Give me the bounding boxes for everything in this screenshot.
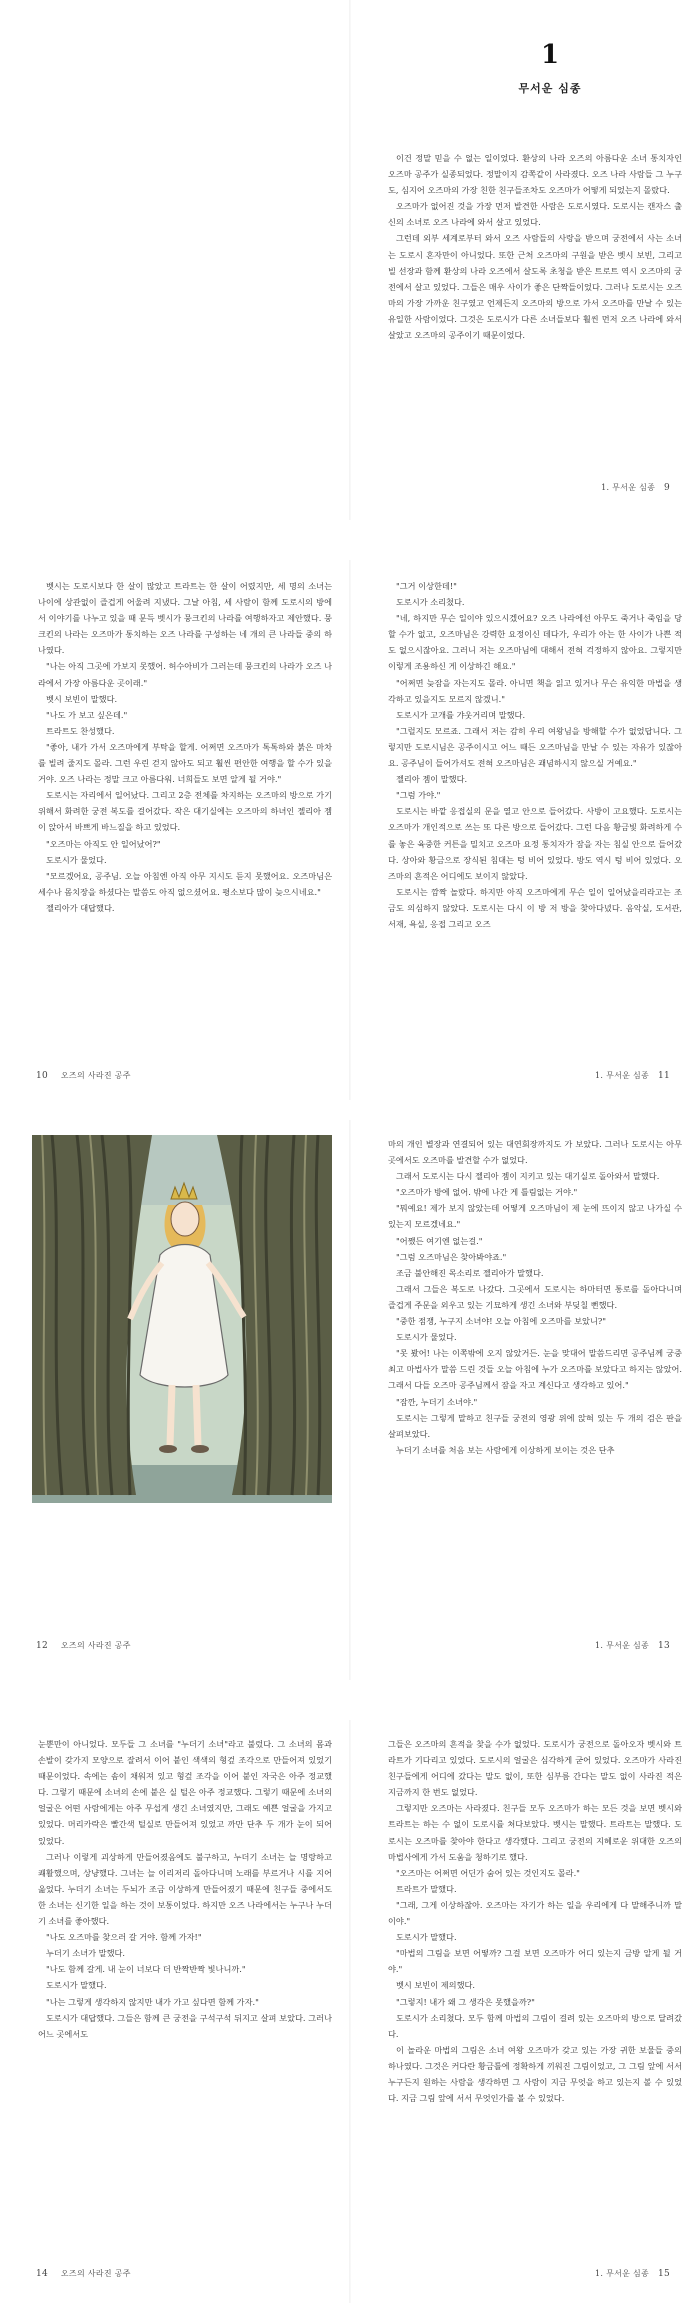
paragraph: 이 놀라운 마법의 그림은 소녀 여왕 오즈마가 갖고 있는 가장 귀한 보물들 중의 하나였다. 그것은 커다란 황금틀에 정확하게 끼워진 그림이었고, 그 그림 앞에 서서 누구든지 원하는 사람을 생각하면 그 사람이 지금 무엇을 하고 있는지 볼 수 있었다. 지금 그림 앞에 서서 무엇인가를 볼 수 있었다. bbox=[388, 2044, 682, 2104]
face bbox=[171, 1202, 199, 1236]
spread-pages-14-15 bbox=[0, 1720, 700, 2303]
paragraph: 도로시가 대답했다. 그들은 함께 큰 궁전을 구석구석 뒤지고 살펴 보았다. 그러나 어느 곳에서도 bbox=[38, 2012, 332, 2039]
paragraph: 조금 불안해진 목소리로 젤리아가 말했다. bbox=[396, 1267, 544, 1278]
paragraph: "어쩌면 늦잠을 자는지도 몰라. 아니면 책을 읽고 있거나 무슨 유익한 마법을 생각하고 있을지도 모르지 않겠니." bbox=[388, 677, 682, 704]
paragraph: 그래서 그들은 복도로 나갔다. 그곳에서 도로시는 하마터면 통로를 돌아다니며 즐겁게 주문을 외우고 있는 기묘하게 생긴 소녀와 부딪칠 뻔했다. bbox=[388, 1283, 682, 1310]
page-footer bbox=[36, 1070, 131, 1081]
page-body bbox=[388, 1136, 682, 1458]
page-number: 14 bbox=[36, 2269, 49, 2279]
paragraph: "뭐예요! 제가 보지 않았는데 어떻게 오즈마님이 제 눈에 뜨이지 않고 나가실 수 있는지 모르겠네요." bbox=[388, 1203, 682, 1230]
paragraph: "그거 이상한데!" bbox=[396, 581, 457, 591]
paragraph: 이건 정말 믿을 수 없는 일이었다. 환상의 나라 오즈의 아름다운 소녀 통치자인 오즈마 공주가 실종되었다. 정말이지 감쪽같이 사라졌다. 오즈 나라 사람들 그 누구도, 심지어 오즈마의 가장 친한 친구들조차도 오즈마가 어떻게 되었는지 몰랐다. bbox=[388, 153, 682, 196]
running-head: 1. 무서운 심종 bbox=[595, 2269, 650, 2278]
paragraph: 도로시가 말했다. bbox=[396, 1932, 457, 1943]
paragraph: 도로시가 말했다. bbox=[46, 1980, 107, 1991]
page-gutter bbox=[349, 0, 351, 520]
paragraph: 누더기 소녀를 처음 보는 사람에게 이상하게 보이는 것은 단추 bbox=[396, 1444, 615, 1455]
paragraph: "나도 함께 갈게. 내 눈이 너보다 더 반짝반짝 빛나니까." bbox=[46, 1964, 246, 1975]
paragraph: "오즈마는 어쩌면 어딘가 숨어 있는 것인지도 몰라." bbox=[396, 1867, 580, 1878]
paragraph: 그러나 이렇게 괴상하게 만들어졌음에도 불구하고, 누더기 소녀는 늘 명랑하고 쾌활했으며, 상냥했다. 그녀는 늘 이리저리 돌아다니며 노래를 부르거나 시를 지어 읊었다. 누더기 소녀는 두뇌가 조금 이상하게 만들어졌기 때문에 친구들 중에서도 한 소녀는 신기한 일을 하는 것이 보통이었다. 하지만 오즈 나라에서는 누구나 누더기 소녀를 좋아했다. bbox=[38, 1851, 332, 1927]
paragraph: "그럼 가야." bbox=[396, 790, 441, 801]
paragraph: 도로시가 소리쳤다. 모두 함께 마법의 그림이 걸려 있는 오즈마의 방으로 달려갔다. bbox=[388, 2012, 682, 2039]
running-head: 오즈의 사라진 공주 bbox=[60, 1071, 131, 1080]
page-footer bbox=[595, 1640, 670, 1651]
running-head: 1. 무서운 심종 bbox=[601, 483, 656, 492]
paragraph: "나도 가 보고 싶은데." bbox=[46, 709, 128, 720]
page-body bbox=[388, 150, 682, 343]
paragraph: 오즈마가 없어진 것을 가장 먼저 발견한 사람은 도로시였다. 도로시는 캔자스 출신의 소녀로 오즈 나라에 와서 살고 있었다. bbox=[388, 201, 682, 228]
paragraph: 마의 개인 별장과 연결되어 있는 대연회장까지도 가 보았다. 그러나 도로시는 아무 곳에서도 오즈마를 발견할 수가 없었다. bbox=[388, 1139, 682, 1166]
paragraph: 눈뿐만이 아니었다. 모두들 그 소녀를 "누더기 소녀"라고 불렀다. 그 소녀의 몸과 손발이 갖가지 모양으로 잘려서 이어 붙인 색색의 형겊 조각으로 만들어져 있었기 때문이었다. 속에는 솜이 채워져 있고 형겊 조각을 이어 붙인 자국은 아주 정교했다. 그렇기 때문에 소녀의 손에 붙은 실 털은 아주 정교했다. 그렇기 때문에 소녀의 얼굴은 어떤 사람에게는 아주 무섭게 생긴 소녀였지만, 그래도 예쁜 얼굴을 가지고 있었다. 머리카락은 빨간색 털실로 만들어져 있었고 까만 단추 두 개가 눈이 되어 있었다. bbox=[38, 1739, 332, 1846]
paragraph: 벳시 보빈이 말했다. bbox=[46, 693, 118, 704]
paragraph: "나는 아직 그곳에 가보지 못했어. 허수아비가 그러는데 뭉크킨의 나라가 오즈 나라에서 가장 아름다운 곳이래." bbox=[38, 661, 332, 688]
paragraph: "마법의 그림을 보면 어떻까? 그걸 보면 오즈마가 어디 있는지 금방 알게 될 거야." bbox=[388, 1948, 682, 1975]
paragraph: 벳시는 도로시보다 한 살이 많았고 트라트는 한 살이 어렸지만, 세 명의 소녀는 나이에 상관없이 즐겁게 어울려 지냈다. 그날 아침, 세 사람이 함께 도로시의 방에서 이야기를 나누고 있을 때 문득 벳시가 뭉크킨의 나라를 여행하자고 제안했다. 뭉크킨의 나라는 오즈마가 통치하는 오즈 나라를 구성하는 네 개의 큰 나라들 중의 하나였다. bbox=[38, 581, 332, 656]
chapter-number: 1 bbox=[540, 40, 560, 70]
paragraph: 그렇지만 오즈마는 사라졌다. 친구들 모두 오즈마가 하는 모든 것을 보면 벳시와 트라트는 하는 수 없이 도로시를 쳐다보았다. 벳시는 말했다. 트라트는 말했다. 도로시는 오즈마를 찾아야 한다고 생각했다. 그리고 궁전의 지혜로운 위대한 오즈의 마법사에게 가서 도움을 청하기로 했다. bbox=[388, 1803, 682, 1862]
page-gutter bbox=[349, 560, 351, 1100]
illustration-girl-between-curtains bbox=[32, 1135, 332, 1503]
page-number: 9 bbox=[663, 483, 670, 493]
page-body bbox=[388, 578, 682, 932]
page-body bbox=[388, 1736, 682, 2106]
paragraph: 도로시가 물었다. bbox=[396, 1332, 457, 1343]
paragraph: 트라트가 말했다. bbox=[396, 1883, 457, 1894]
left-shoe bbox=[159, 1445, 177, 1453]
page-number: 10 bbox=[36, 1071, 49, 1081]
chapter-title: 무서운 심종 bbox=[518, 82, 582, 95]
paragraph: 도로시는 바깥 응접실의 문을 열고 안으로 들어갔다. 사방이 고요했다. 도로시는 오즈마가 개인적으로 쓰는 또 다른 방으로 들어갔다. 그런 다음 황금빛 화려하게 수를 놓은 육중한 커튼을 밀치고 오즈마 요정 통치자가 잠을 자는 침실 안으로 들어갔다. 상아와 황금으로 장식된 침대는 텅 비어 있었다. 방도 역시 텅 비어 있었다. 오즈마의 흔적은 어디에도 보이지 않았다. bbox=[388, 806, 682, 881]
paragraph: 도로시가 물었다. bbox=[46, 854, 107, 865]
paragraph: 트라트도 찬성했다. bbox=[46, 725, 115, 736]
paragraph: "오즈마가 방에 없어. 밖에 나간 게 틀림없는 거야." bbox=[396, 1187, 578, 1198]
paragraph: 젤리아 젬이 말했다. bbox=[396, 774, 468, 785]
paragraph: 도로시는 그렇게 말하고 친구들 궁전의 영광 위에 앉혀 있는 두 개의 검은 판을 살펴보았다. bbox=[388, 1412, 682, 1439]
paragraph: 그런데 외부 세계로부터 와서 오즈 사람들의 사랑을 받으며 궁전에서 사는 소녀는 도로시 혼자만이 아니었다. 또한 근처 오즈마의 구원을 받은 벳시 보빈, 그리고 빌 선장과 함께 환상의 나라 오즈에서 살도록 초청을 받은 트로트 역시 오즈마의 궁전에서 살고 있었다. 그들은 매우 사이가 좋은 단짝들이었다. 그러나 도로시는 오즈마의 가장 가까운 친구였고 언제든지 오즈마의 방으로 가서 오즈마를 만날 수 있는 유일한 사람이었다. 그것은 도로시가 다른 소녀들보다 훨씬 먼저 오즈 나라에 와서 살았고 오즈마의 공주이기 때문이었다. bbox=[388, 233, 682, 341]
paragraph: "중한 점쟁, 누구지 소녀야! 오늘 아침에 오즈마를 보았니?" bbox=[396, 1316, 607, 1327]
paragraph: "모르겠어요, 공주님. 오늘 아침엔 아직 아무 지시도 듣지 못했어요. 오즈마님은 세수나 몸치장을 하셨다는 말씀도 아직 없으셨어요. 평소보다 많이 늦으시네요." bbox=[38, 870, 332, 897]
paragraph: "그래, 그게 이상하잖아. 오즈마는 자기가 하는 일을 우리에게 다 말해주니까 말이야." bbox=[388, 1899, 682, 1927]
spread-pages-8-9 bbox=[0, 0, 700, 520]
page-footer bbox=[595, 1070, 670, 1081]
page-number: 12 bbox=[36, 1641, 49, 1651]
right-shoe bbox=[191, 1445, 209, 1453]
paragraph: "잠깐, 누더기 소녀야." bbox=[396, 1396, 478, 1407]
paragraph: "그렇지! 내가 왜 그 생각은 못했을까?" bbox=[396, 1996, 535, 2007]
paragraph: 도로시가 고개를 갸웃거리며 말했다. bbox=[396, 709, 526, 720]
paragraph: 그래서 도로시는 다시 젤리아 젬이 지키고 있는 대기실로 돌아와서 말했다. bbox=[396, 1171, 660, 1182]
paragraph: "오즈마는 아직도 안 일어났어?" bbox=[46, 838, 161, 849]
paragraph: 젤리아가 대답했다. bbox=[46, 902, 115, 913]
running-head: 오즈의 사라진 공주 bbox=[60, 1641, 131, 1650]
paragraph: 도로시는 자리에서 일어났다. 그리고 2층 전체를 차지하는 오즈마의 방으로 가기 위해서 화려한 궁전 복도를 걸어갔다. 작은 대기실에는 오즈마의 하녀인 젤리아 젬이 앉아서 바쁘게 바느질을 하고 있었다. bbox=[38, 790, 332, 833]
running-head: 오즈의 사라진 공주 bbox=[60, 2269, 131, 2278]
page-number: 13 bbox=[657, 1641, 670, 1651]
paragraph: "네, 하지만 무슨 일이야 있으시겠어요? 오즈 나라에선 아무도 죽거나 죽임을 당할 수가 없고, 오즈마님은 강력한 요정이신 데다가, 우리가 아는 한 사이가 나쁜 적도 없으시잖아요. 그러니 저는 오즈마님에 대해서 전혀 걱정하지 않아요. 그렇지만 이렇게 조용하신 게 이상하긴 해요." bbox=[388, 613, 682, 672]
page-number: 11 bbox=[657, 1071, 670, 1081]
paragraph: 도로시는 깜짝 놀랐다. 하지만 아직 오즈마에게 무슨 일이 일어났을리라고는 조금도 의심하지 않았다. 도로시는 다시 이 방 저 방을 찾아다녔다. 음악실, 도서관, 서재, 욕실, 응접 그리고 오즈 bbox=[388, 886, 682, 929]
paragraph: "그럼 오즈마님은 찾아봐야죠." bbox=[396, 1251, 507, 1262]
page-gutter bbox=[349, 1120, 351, 1680]
page-footer bbox=[595, 2268, 670, 2279]
paragraph: "나는 그렇게 생각하지 않지만 내가 가고 싶다면 함께 가자." bbox=[46, 1996, 259, 2007]
page-footer bbox=[601, 482, 670, 493]
paragraph: 누더기 소녀가 말했다. bbox=[46, 1948, 125, 1959]
page-number: 15 bbox=[657, 2269, 670, 2279]
paragraph: "나도 오즈마를 찾으러 갈 거야. 함께 가자!" bbox=[46, 1932, 202, 1943]
paragraph: 벳시 보빈이 제의했다. bbox=[396, 1980, 475, 1991]
paragraph: 도로시가 소리쳤다. bbox=[396, 597, 465, 608]
running-head: 1. 무서운 심종 bbox=[595, 1071, 650, 1080]
paragraph: "어쨌든 여기엔 없는걸." bbox=[396, 1235, 483, 1246]
paragraph: "그럴지도 모르죠. 그래서 저는 감히 우리 여왕님을 방해할 수가 없었답니다. 그렇지만 도로시님은 공주이시고 어느 때든 오즈마님을 만날 수 있는 자유가 있잖아요. 공주님이 들어가셔도 전혀 오즈마님은 괘념하시지 않으실 거예요." bbox=[388, 725, 682, 769]
spread-pages-10-11 bbox=[0, 560, 700, 1100]
page-footer bbox=[36, 1640, 131, 1651]
paragraph: "좋아, 내가 가서 오즈마에게 부탁을 할게. 어쩌면 오즈마가 톡톡하와 붉은 마차를 빌려 줄지도 몰라. 그런 우린 걷지 않아도 되고 훨씬 편안한 여행을 할 수가 있을 거야. 오즈 나라는 정말 크고 아름다워. 너희들도 보면 알게 될 거야." bbox=[38, 741, 332, 785]
paragraph: 그들은 오즈마의 흔적을 찾을 수가 없었다. 도로시가 궁전으로 돌아오자 벳시와 트라트가 기다리고 있었다. 도로시의 얼굴은 심각하게 굳어 있었다. 오즈마가 사라진 친구들에게 어디에 갔다는 말도 없이, 또한 심부름 간다는 말도 없이 사라진 적은 지금까지 한 번도 없었다. bbox=[388, 1739, 682, 1798]
page-body bbox=[38, 1736, 332, 2042]
page-gutter bbox=[349, 1720, 351, 2303]
paragraph: "못 봤어! 나는 이쪽밖에 오지 않았거든. 눈을 맞대어 말씀드리면 공주님께 궁중 최고 마법사가 말씀 드린 것들 오늘 아침에 누가 오즈마를 보았다고 하지는 않았어. 그래서 다들 오즈마 공주님께서 잠을 자고 계신다고 생각하고 있어." bbox=[388, 1348, 682, 1391]
page-footer bbox=[36, 2268, 131, 2279]
page-body bbox=[38, 578, 332, 916]
running-head: 1. 무서운 심종 bbox=[595, 1641, 650, 1650]
